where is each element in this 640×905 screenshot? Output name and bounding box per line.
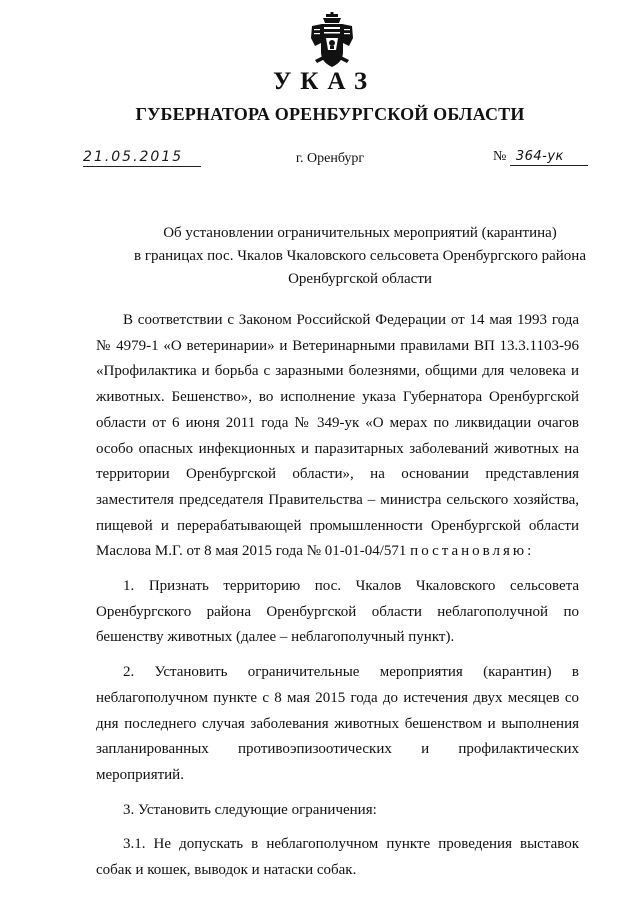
heading-line-1: Об установлении ограничительных мероприятий (карантина) (163, 225, 557, 241)
decree-date: 21.05.2015 (83, 149, 201, 167)
coat-of-arms-emblem (309, 12, 355, 70)
item-3-paragraph: 3. Установить следующие ограничения: (123, 801, 377, 818)
item-2-paragraph: 2. Установить ограничительные мероприятия (карантин) в неблагополучном пункте с 8 мая 2015 года до истечения двух месяцев со дня последнего случая заболевания животных бешенством и выполнения запланированных противоэпизоотических и профилактических мероприятий. (96, 664, 579, 783)
item-1-paragraph: 1. Признать территорию пос. Чкалов Чкаловского сельсовета Оренбургского района Оренбургской области неблагополучной по бешенству животных (далее – неблагополучный пункт). (96, 578, 579, 646)
decree-number-value: 364-ук (510, 149, 588, 166)
decree-heading (60, 222, 640, 291)
item-3-1-paragraph: 3.1. Не допускать в неблагополучном пункте проведения выставок собак и кошек, выводок и натаски собак. (96, 836, 579, 879)
heading-line-2: в границах пос. Чкалов Чкаловского сельсовета Оренбургского района (134, 248, 586, 264)
number-sign: № (493, 149, 507, 164)
intro-text: В соответствии с Законом Российской Федерации от 14 мая 1993 года № 4979-1 «О ветеринарии» и Ветеринарными правилами ВП 13.3.1103-96 «Профилактика и борьба с заразными болезнями, общими для человека и животных. Бешенство», во исполнение указа Губернатора Оренбургской области от 6 июня 2011 года № 349-ук «О мерах по ликвидации очагов особо опасных инфекционных и паразитарных заболеваний животных на территории Оренбургской области», на основании представления заместителя председателя Правительства – министра сельского хозяйства, пищевой и перерабатывающей промышленности Оренбургской области Маслова М.Г. от 8 мая 2015 года № 01-01-04/571 (96, 312, 579, 560)
document-title: УКАЗ (272, 68, 377, 95)
decree-word: постановляю: (410, 543, 535, 560)
document-subtitle: ГУБЕРНАТОРА ОРЕНБУРГСКОЙ ОБЛАСТИ (135, 104, 525, 124)
decree-body (96, 308, 579, 893)
intro-paragraph (96, 308, 579, 565)
decree-number (493, 149, 588, 166)
heading-line-3: Оренбургской области (288, 271, 432, 287)
decree-city: г. Оренбург (295, 151, 365, 166)
